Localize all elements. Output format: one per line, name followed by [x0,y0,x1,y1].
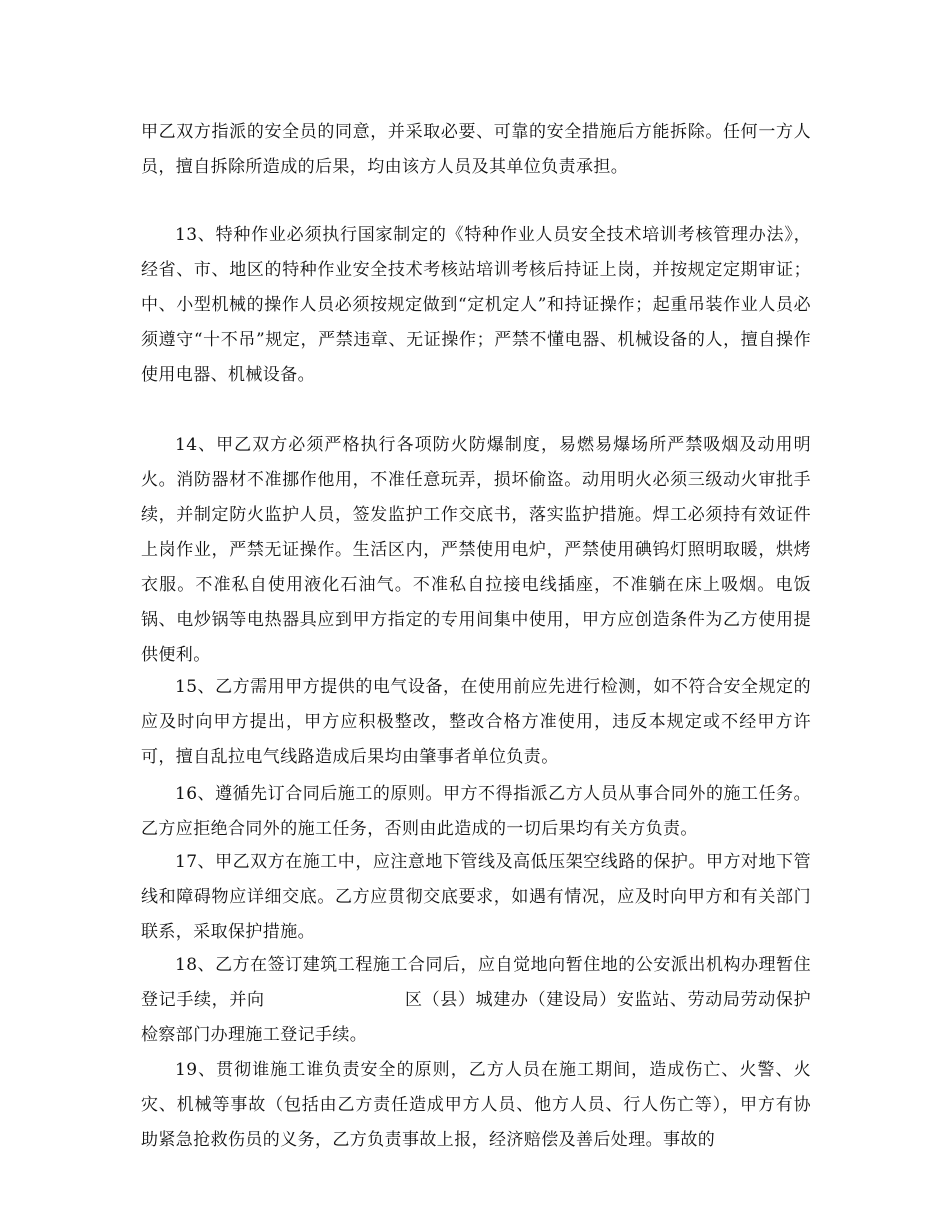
paragraph-19: 19、贯彻谁施工谁负责安全的原则，乙方人员在施工期间，造成伤亡、火警、火灾、机械等事故（包括由乙方责任造成甲方人员、他方人员、行人伤亡等），甲方有协助紧急抢救伤员的义务，乙方负责事故上报，经济赔偿及善后处理。事故的 [141,1060,811,1150]
paragraph-18 [141,948,811,1053]
paragraph-17: 17、甲乙双方在施工中，应注意地下管线及高低压架空线路的保护。甲方对地下管线和障碍物应详细交底。乙方应贯彻交底要求，如遇有情况，应及时向甲方和有关部门联系，采取保护措施。 [141,852,811,942]
paragraph-continuation: 甲乙双方指派的安全员的同意，并采取必要、可靠的安全措施后方能拆除。任何一方人员，擅自拆除所造成的后果，均由该方人员及其单位负责承担。 [141,122,811,177]
paragraph-16: 16、遵循先订合同后施工的原则。甲方不得指派乙方人员从事合同外的施工任务。乙方应拒绝合同外的施工任务，否则由此造成的一切后果均有关方负责。 [141,784,811,839]
paragraph-13: 13、特种作业必须执行国家制定的《特种作业人员安全技术培训考核管理办法》，经省、市、地区的特种作业安全技术考核站培训考核后持证上岗，并按规定定期审证；中、小型机械的操作人员必须按规定做到“定机定人”和持证操作；起重吊装作业人员必须遵守“十不吊”规定，严禁违章、无证操作；严禁不懂电器、机械设备的人，擅自操作使用电器、机械设备。 [141,225,811,385]
paragraph-15: 15、乙方需用甲方提供的电气设备，在使用前应先进行检测，如不符合安全规定的应及时向甲方提出，甲方应积极整改，整改合格方准使用，违反本规定或不经甲方许可，擅自乱拉电气线路造成后果均由肇事者单位负责。 [141,677,811,767]
paragraph-14: 14、甲乙双方必须严格执行各项防火防爆制度，易燃易爆场所严禁吸烟及动用明火。消防器材不准挪作他用，不准任意玩弄，损坏偷盗。动用明火必须三级动火审批手续，并制定防火监护人员，签发监护工作交底书，落实监护措施。焊工必须持有效证件上岗作业，严禁无证操作。生活区内，严禁使用电炉，严禁使用碘钨灯照明取暖，烘烤衣服。不准私自使用液化石油气。不准私自拉接电线插座，不准躺在床上吸烟。电饭锅、电炒锅等电热器具应到甲方指定的专用间集中使用，甲方应创造条件为乙方使用提供便利。 [141,435,811,665]
document-page [141,0,811,1230]
paragraph-18-part-a: 18、乙方在签订建筑工程施工合同后，应自觉地向暂住地的公安派出机构办理暂住登记手续，并向 [141,955,811,1010]
paragraph-18-part-b: 区（县）城建办（建设局）安监站、劳动局劳动保护检察部门办理施工登记手续。 [141,990,811,1045]
